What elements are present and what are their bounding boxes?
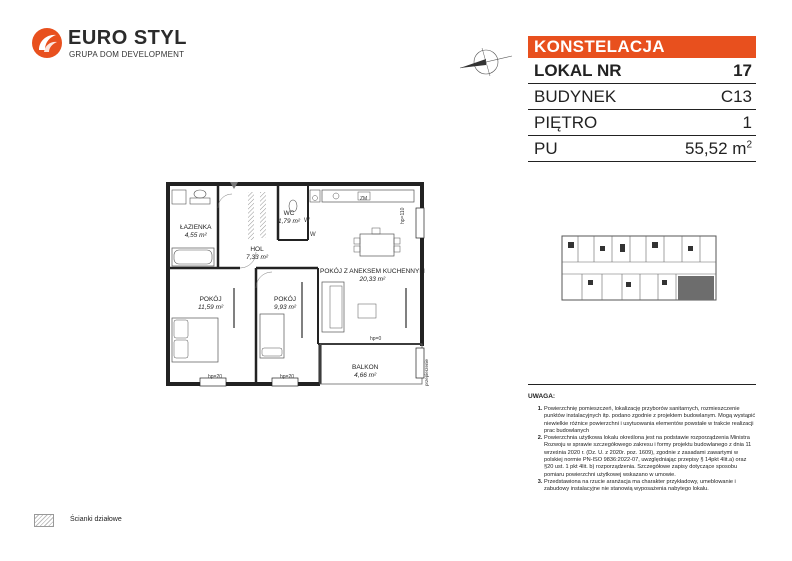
euro-styl-flame-logo-icon xyxy=(30,26,64,60)
room-name: ŁAZIENKA xyxy=(180,224,212,231)
info-label: PU xyxy=(534,139,558,158)
notes-list xyxy=(528,406,756,494)
highlighted-apartment xyxy=(678,276,714,300)
info-value: 17 xyxy=(733,61,752,80)
window-height-mark: hp=20 xyxy=(280,374,295,380)
info-value xyxy=(685,139,752,159)
room-name: WC xyxy=(283,210,295,217)
legend-label: Ścianki działowe xyxy=(70,516,122,523)
info-value: C13 xyxy=(720,87,752,106)
notes-title: UWAGA: xyxy=(528,393,556,400)
room-label xyxy=(278,210,300,226)
info-label: LOKAL NR xyxy=(534,61,622,80)
room-label xyxy=(274,296,296,312)
brand-logo xyxy=(30,26,190,66)
info-label: BUDYNEK xyxy=(534,87,617,106)
room-name: BALKON xyxy=(352,364,379,371)
window-height-mark: hp=0 xyxy=(370,336,382,342)
room-area: 7,33 m² xyxy=(246,254,269,261)
partition-wall-swatch xyxy=(34,514,54,527)
window-height-mark: hp=110 xyxy=(400,207,406,224)
info-row-budynek xyxy=(528,84,756,110)
w-mark: W xyxy=(310,232,316,238)
building-key-plan xyxy=(560,232,720,304)
project-name: KONSTELACJA xyxy=(528,36,756,58)
room-label xyxy=(320,268,425,284)
room-name: POKÓJ Z ANEKSEM KUCHENNYM xyxy=(320,268,425,275)
room-label xyxy=(198,296,223,312)
note-item: 1. Powierzchnię pomieszczeń, lokalizację przyborów sanitarnych, rozmieszczenie punktów instalacyjnych itp. podano zgodnie z projektem budowlanym. Mogą wystąpić niewielkie różnice powierzchni i usytuowania elementów powstałe w trakcie realizacji prac budowlanych xyxy=(544,406,756,435)
room-area: 4,66 m² xyxy=(354,372,377,379)
pu-value: 55,52 m xyxy=(685,139,747,158)
info-row-lokal xyxy=(528,58,756,84)
room-area: 1,79 m² xyxy=(278,218,301,225)
note-item: 2. Powierzchnia użytkowa lokalu określona jest na podstawie rozporządzenia Ministra Rozwoju w sprawie szczegółowego zakresu i formy projektu budowlanego z dnia 11 września 2020 r. (Dz. U. z 2020r. poz. 1609), zgodnie z zasadami zawartymi w polskiej normie PN-ISO 9836:2022-07, uwzględniając przepisy § 14pkt 4lit.a) oraz §20 ust. 1 pkt 4lit. b) rozporządzenia. Szczegółowe zapisy dotyczące sposobu pomiaru powierzchni użytkowej wskazano w umowie. xyxy=(544,435,756,479)
w-mark: W xyxy=(304,218,310,224)
note-item: 3. Przedstawiona na rzucie aranżacja ma charakter przykładowy, umeblowanie i zabudowy instalacyjne nie stanowią wyposażenia nabytego lokalu. xyxy=(544,479,756,494)
brand-name: EURO STYL xyxy=(68,27,187,49)
info-row-pietro xyxy=(528,110,756,136)
room-name: POKÓJ xyxy=(199,296,222,303)
room-area: 9,93 m² xyxy=(274,304,297,311)
washing-machine-mark: ZM xyxy=(360,196,368,202)
north-arrow-compass-icon xyxy=(458,42,514,82)
room-name: POKÓJ xyxy=(274,296,297,303)
partition-mark: przepierzenie xyxy=(424,358,429,386)
floor-plan xyxy=(160,178,430,396)
room-area: 11,59 m² xyxy=(198,304,224,311)
room-name: HOL xyxy=(250,246,264,253)
pu-unit-sup: 2 xyxy=(746,139,752,151)
notes-section xyxy=(528,384,756,494)
room-label xyxy=(246,246,268,262)
room-label xyxy=(352,364,378,380)
legend xyxy=(34,514,174,530)
info-row-pu xyxy=(528,136,756,162)
info-value: 1 xyxy=(742,113,752,132)
window-height-mark: hp=20 xyxy=(208,374,223,380)
apartment-info-table xyxy=(528,36,756,162)
room-label xyxy=(180,224,211,240)
room-area: 20,33 m² xyxy=(359,276,386,283)
room-area: 4,55 m² xyxy=(184,232,207,239)
info-label: PIĘTRO xyxy=(534,113,598,132)
brand-subtitle: GRUPA DOM DEVELOPMENT xyxy=(69,50,185,59)
